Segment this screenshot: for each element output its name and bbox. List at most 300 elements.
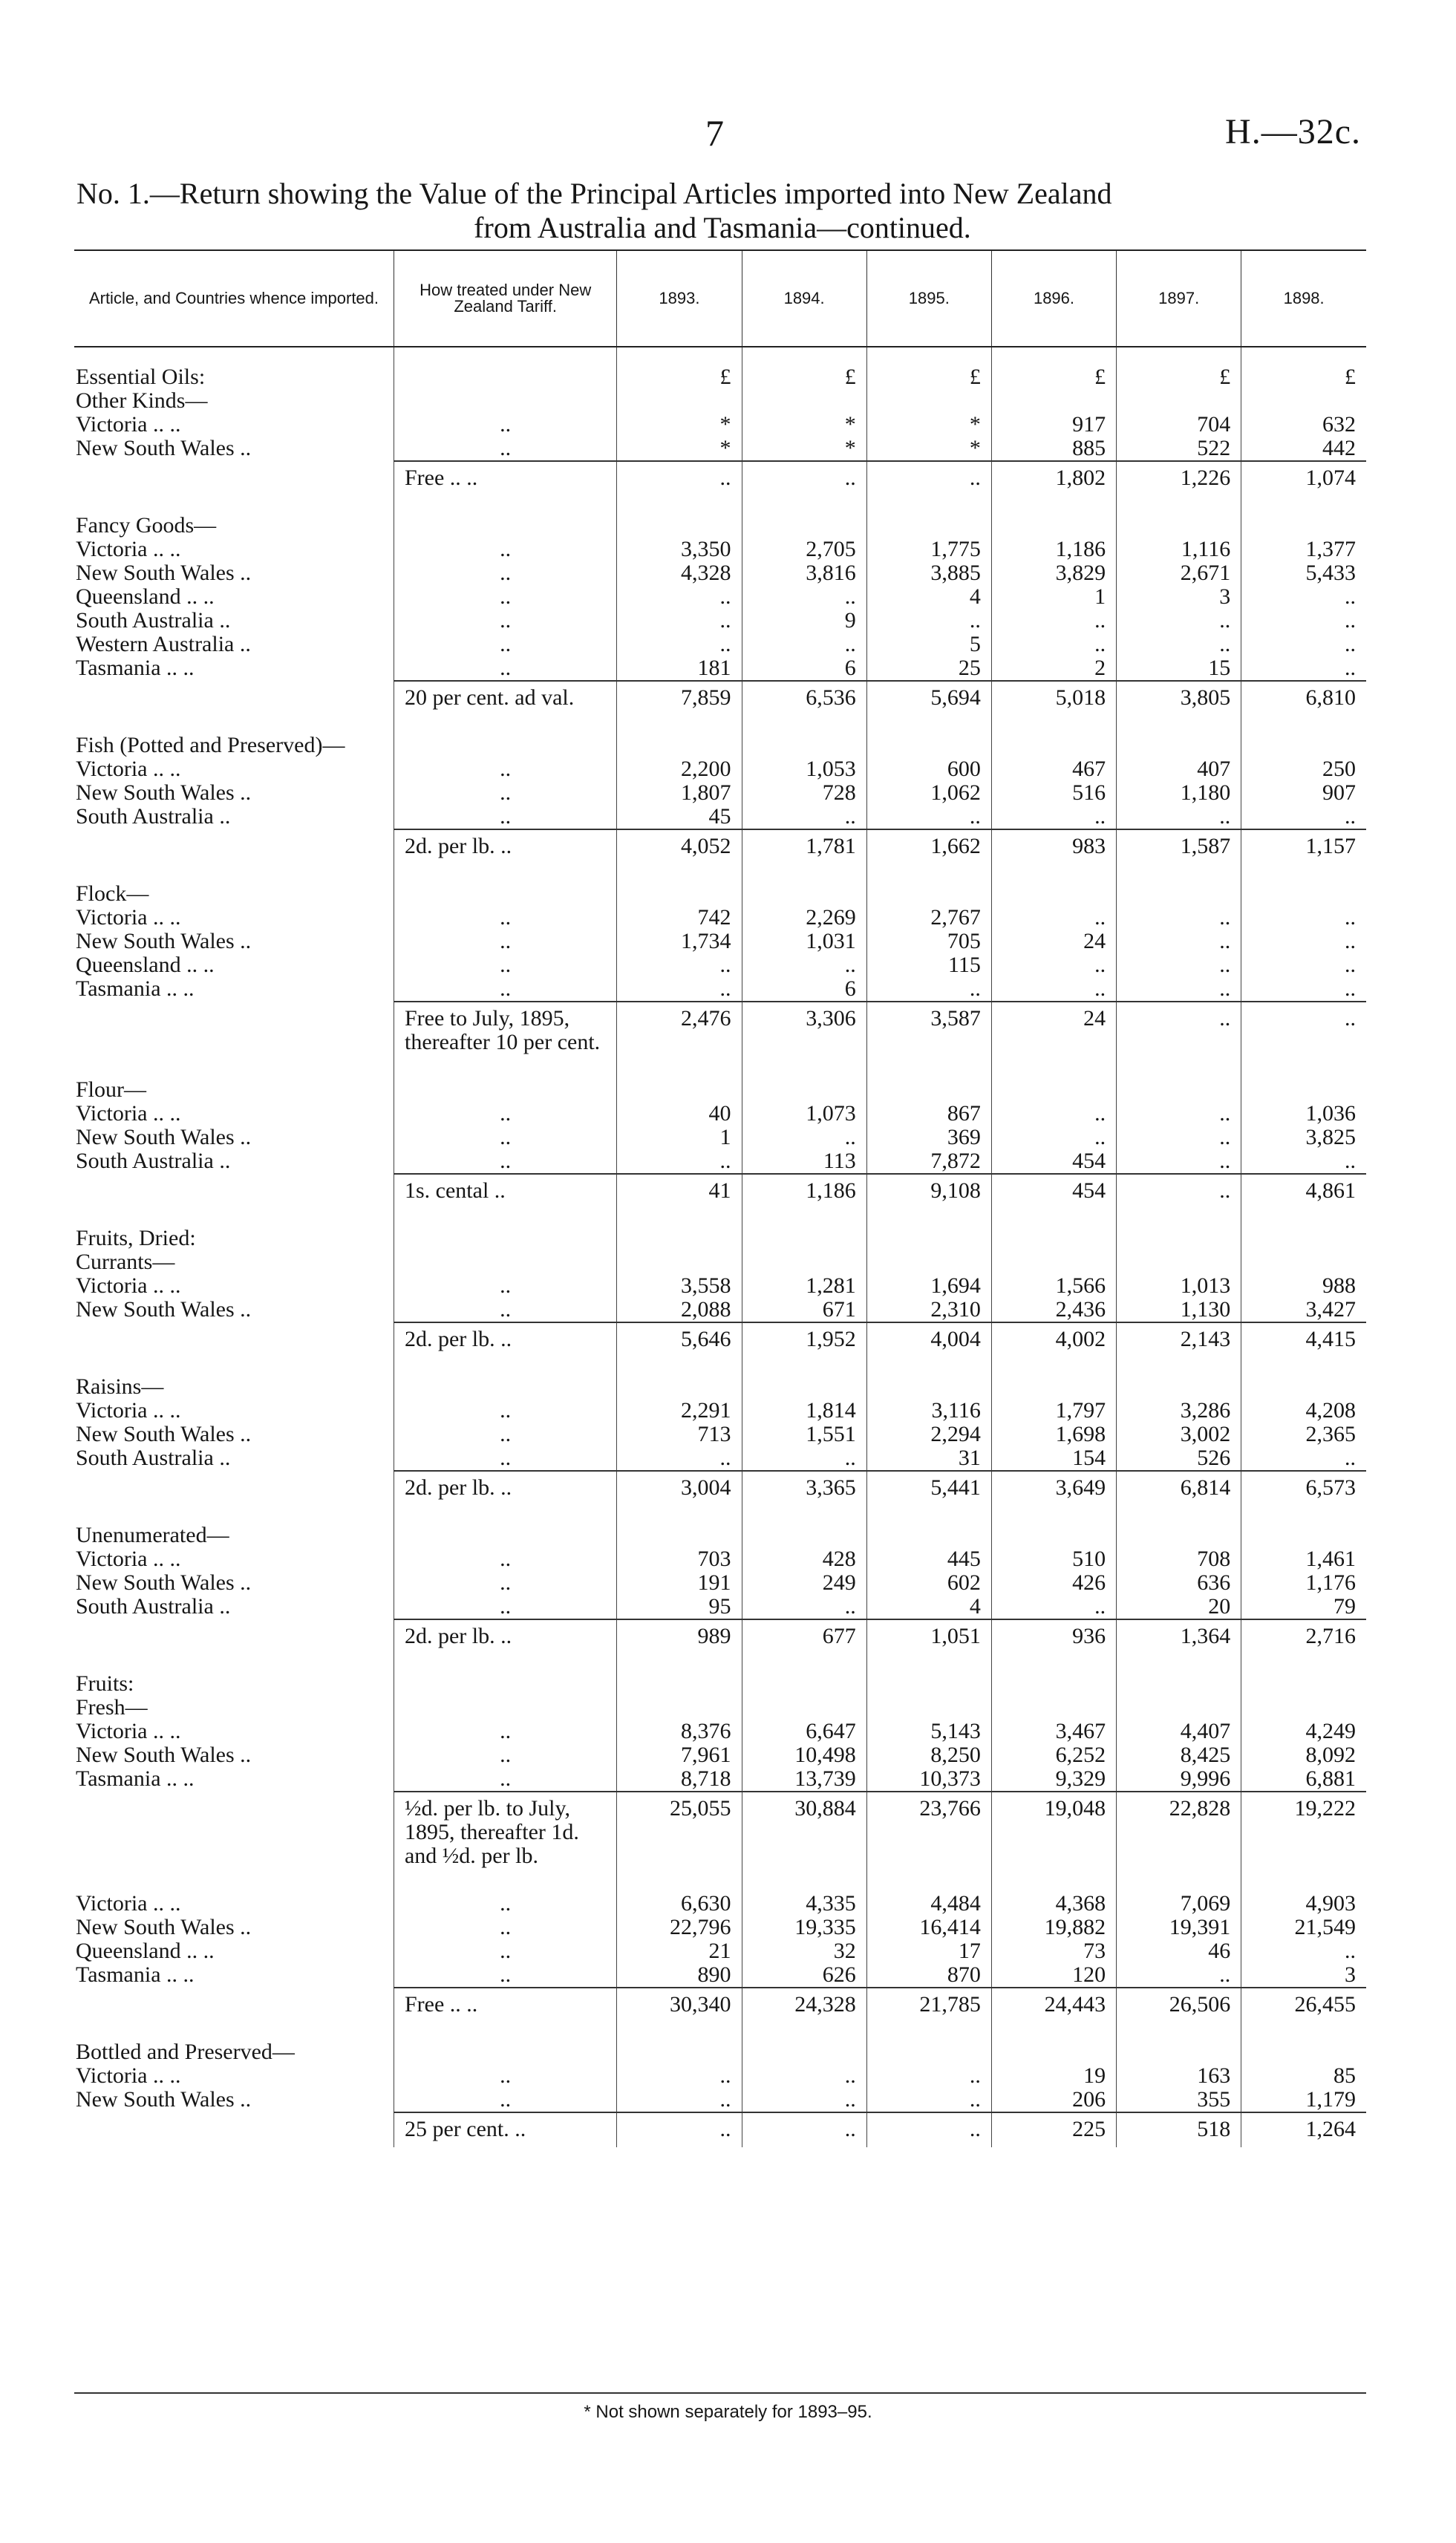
- article-cell: Fish (Potted and Preserved)—: [76, 733, 345, 757]
- value-cell: [742, 1078, 866, 1102]
- value-cell: [742, 2040, 866, 2064]
- value-cell: [991, 389, 1116, 413]
- article-cell: Fresh—: [76, 1695, 148, 1720]
- value-cell: [866, 882, 991, 906]
- value-cell: [742, 1250, 866, 1274]
- tariff-cell: [394, 1524, 616, 1547]
- tariff-cell: ..: [394, 633, 616, 656]
- article-cell: Flock—: [76, 881, 149, 906]
- value-cell: 19,335: [742, 1916, 866, 1939]
- value-cell: £: [1241, 365, 1366, 389]
- table-row: [74, 656, 1366, 681]
- value-cell: ..: [991, 906, 1116, 930]
- value-cell: 4,903: [1241, 1892, 1366, 1916]
- subtotal-row: [74, 1322, 1366, 1357]
- value-cell: £: [742, 365, 866, 389]
- spacer-cell: [394, 716, 616, 734]
- value-cell: 6,881: [1241, 1767, 1366, 1792]
- table-row: [74, 2040, 1366, 2064]
- header-tariff: How treated under New Zealand Tariff.: [394, 250, 616, 347]
- table-row: [74, 882, 1366, 906]
- subtotal-row: [74, 1792, 1366, 1874]
- value-cell: £: [991, 365, 1116, 389]
- table-row: [74, 561, 1366, 585]
- article-cell: South Australia ..: [76, 1594, 231, 1619]
- value-cell: [1117, 1696, 1241, 1720]
- value-cell: [1241, 1375, 1366, 1399]
- article-cell: South Australia ..: [76, 1446, 231, 1470]
- value-cell: 115: [866, 953, 991, 977]
- value-cell: 917: [991, 413, 1116, 437]
- tariff-cell: ..: [394, 585, 616, 609]
- spacer-cell: [1117, 1506, 1241, 1524]
- tariff-cell: [394, 882, 616, 906]
- value-cell: ..: [866, 977, 991, 1002]
- spacer-cell: [742, 347, 866, 365]
- spacer-cell: [866, 716, 991, 734]
- spacer-cell: [1241, 716, 1366, 734]
- value-cell: ..: [866, 2064, 991, 2088]
- spacer-cell: [617, 1506, 742, 1524]
- value-cell: 4,208: [1241, 1399, 1366, 1423]
- value-cell: [991, 1672, 1116, 1696]
- spacer-cell: [866, 1357, 991, 1375]
- value-cell: ..: [991, 1126, 1116, 1149]
- tariff-cell: ..: [394, 757, 616, 781]
- value-cell: 2,365: [1241, 1423, 1366, 1446]
- spacer-cell: [1241, 1874, 1366, 1892]
- value-cell: 2,200: [617, 757, 742, 781]
- value-cell: ..: [1241, 977, 1366, 1002]
- value-cell: [991, 1375, 1116, 1399]
- value-cell: [991, 1524, 1116, 1547]
- spacer-cell: [991, 864, 1116, 882]
- value-cell: [866, 734, 991, 757]
- value-cell: ..: [866, 461, 991, 496]
- article-cell: [74, 1988, 394, 2023]
- spacer-cell: [991, 1506, 1116, 1524]
- table-row: [74, 609, 1366, 633]
- article-cell: Tasmania .. ..: [76, 976, 195, 1001]
- value-cell: 1,698: [991, 1423, 1116, 1446]
- value-cell: 41: [617, 1174, 742, 1209]
- value-cell: 2,671: [1117, 561, 1241, 585]
- footnote-rule: [74, 2392, 1366, 2394]
- article-cell: Queensland .. ..: [76, 953, 215, 977]
- table-row: [74, 1078, 1366, 1102]
- value-cell: [991, 734, 1116, 757]
- article-cell: Victoria .. ..: [76, 905, 181, 930]
- value-cell: 26,506: [1117, 1988, 1241, 2023]
- value-cell: *: [742, 413, 866, 437]
- tariff-cell: [394, 365, 616, 389]
- value-cell: 5: [866, 633, 991, 656]
- value-cell: [1117, 734, 1241, 757]
- value-cell: 6,647: [742, 1720, 866, 1743]
- tariff-cell: 2d. per lb. ..: [394, 1619, 616, 1654]
- value-cell: 4,052: [617, 829, 742, 864]
- tariff-cell: Free .. ..: [394, 461, 616, 496]
- value-cell: 4: [866, 1595, 991, 1619]
- tariff-cell: 2d. per lb. ..: [394, 829, 616, 864]
- value-cell: ..: [1241, 633, 1366, 656]
- value-cell: ..: [617, 609, 742, 633]
- table-row: [74, 437, 1366, 461]
- value-cell: 1: [617, 1126, 742, 1149]
- spacer-row: [74, 347, 1366, 365]
- article-cell: Flour—: [76, 1077, 147, 1102]
- table-row: [74, 805, 1366, 829]
- value-cell: 24: [991, 1002, 1116, 1060]
- value-cell: 671: [742, 1298, 866, 1322]
- page-header: [0, 0, 1456, 154]
- value-cell: 3,816: [742, 561, 866, 585]
- value-cell: [991, 1250, 1116, 1274]
- tariff-cell: 2d. per lb. ..: [394, 1471, 616, 1506]
- article-cell: Raisins—: [76, 1374, 164, 1399]
- value-cell: ..: [866, 2088, 991, 2112]
- value-cell: ..: [991, 805, 1116, 829]
- value-cell: 3,002: [1117, 1423, 1241, 1446]
- tariff-cell: [394, 1227, 616, 1250]
- value-cell: 6,814: [1117, 1471, 1241, 1506]
- value-cell: 4,407: [1117, 1720, 1241, 1743]
- value-cell: 6,573: [1241, 1471, 1366, 1506]
- article-cell: New South Wales ..: [76, 780, 252, 805]
- spacer-cell: [866, 347, 991, 365]
- spacer-cell: [394, 1209, 616, 1227]
- value-cell: [991, 514, 1116, 538]
- spacer-cell: [866, 1874, 991, 1892]
- value-cell: 120: [991, 1963, 1116, 1988]
- value-cell: 2,476: [617, 1002, 742, 1060]
- table-row: [74, 1375, 1366, 1399]
- value-cell: 907: [1241, 781, 1366, 805]
- value-cell: 636: [1117, 1571, 1241, 1595]
- value-cell: ..: [1117, 633, 1241, 656]
- value-cell: 1,116: [1117, 538, 1241, 561]
- table-row: [74, 906, 1366, 930]
- value-cell: 445: [866, 1547, 991, 1571]
- tariff-cell: ..: [394, 977, 616, 1002]
- article-cell: Victoria .. ..: [76, 1101, 181, 1126]
- article-cell: Victoria .. ..: [76, 1547, 181, 1571]
- article-cell: Victoria .. ..: [76, 537, 181, 561]
- header-article: Article, and Countries whence imported.: [74, 250, 394, 347]
- value-cell: 19: [991, 2064, 1116, 2088]
- value-cell: ..: [617, 2064, 742, 2088]
- article-cell: New South Wales ..: [76, 436, 252, 460]
- spacer-cell: [742, 864, 866, 882]
- value-cell: ..: [866, 609, 991, 633]
- spacer-cell: [617, 2023, 742, 2040]
- value-cell: 454: [991, 1174, 1116, 1209]
- value-cell: 2,269: [742, 906, 866, 930]
- article-cell: Western Australia ..: [76, 632, 251, 656]
- article-cell: South Australia ..: [76, 608, 231, 633]
- value-cell: 1,053: [742, 757, 866, 781]
- value-cell: 3: [1117, 585, 1241, 609]
- article-cell: Tasmania .. ..: [76, 656, 195, 680]
- value-cell: ..: [866, 2112, 991, 2147]
- value-cell: 2,716: [1241, 1619, 1366, 1654]
- tariff-cell: ..: [394, 906, 616, 930]
- value-cell: ..: [1241, 1939, 1366, 1963]
- value-cell: [1117, 2040, 1241, 2064]
- value-cell: [1117, 1227, 1241, 1250]
- article-cell: [74, 1619, 394, 1654]
- value-cell: 154: [991, 1446, 1116, 1471]
- spacer-cell: [74, 1060, 394, 1078]
- tariff-cell: ..: [394, 1892, 616, 1916]
- value-cell: 5,433: [1241, 561, 1366, 585]
- value-cell: 7,069: [1117, 1892, 1241, 1916]
- table-row: [74, 1743, 1366, 1767]
- table-row: [74, 1399, 1366, 1423]
- value-cell: 3,306: [742, 1002, 866, 1060]
- value-cell: [866, 1672, 991, 1696]
- value-cell: ..: [1117, 930, 1241, 953]
- value-cell: 9,329: [991, 1767, 1116, 1792]
- value-cell: ..: [1241, 906, 1366, 930]
- value-cell: [617, 389, 742, 413]
- spacer-cell: [1241, 1506, 1366, 1524]
- value-cell: 250: [1241, 757, 1366, 781]
- tariff-cell: ..: [394, 413, 616, 437]
- article-cell: [74, 1174, 394, 1209]
- value-cell: [742, 734, 866, 757]
- value-cell: 428: [742, 1547, 866, 1571]
- header-1893: 1893.: [617, 250, 742, 347]
- value-cell: 467: [991, 757, 1116, 781]
- value-cell: [617, 1250, 742, 1274]
- article-cell: Victoria .. ..: [76, 757, 181, 781]
- spacer-cell: [742, 1357, 866, 1375]
- value-cell: [1117, 1375, 1241, 1399]
- imports-table: [74, 249, 1366, 2147]
- value-cell: 6,252: [991, 1743, 1116, 1767]
- value-cell: [617, 1524, 742, 1547]
- value-cell: ..: [1241, 953, 1366, 977]
- value-cell: ..: [1117, 1963, 1241, 1988]
- value-cell: 32: [742, 1939, 866, 1963]
- value-cell: 1,186: [742, 1174, 866, 1209]
- table-row: [74, 1274, 1366, 1298]
- table-row: [74, 1892, 1366, 1916]
- value-cell: [617, 1696, 742, 1720]
- table-row: [74, 757, 1366, 781]
- value-cell: ..: [991, 633, 1116, 656]
- value-cell: 369: [866, 1126, 991, 1149]
- tariff-cell: ..: [394, 538, 616, 561]
- spacer-cell: [74, 496, 394, 514]
- spacer-cell: [866, 1506, 991, 1524]
- value-cell: [1241, 1227, 1366, 1250]
- value-cell: 3,825: [1241, 1126, 1366, 1149]
- value-cell: 15: [1117, 656, 1241, 681]
- value-cell: 936: [991, 1619, 1116, 1654]
- value-cell: 355: [1117, 2088, 1241, 2112]
- article-cell: New South Wales ..: [76, 561, 252, 585]
- spacer-cell: [617, 496, 742, 514]
- value-cell: 890: [617, 1963, 742, 1988]
- header-1897: 1897.: [1117, 250, 1241, 347]
- value-cell: 25: [866, 656, 991, 681]
- spacer-cell: [742, 1874, 866, 1892]
- tariff-cell: [394, 1375, 616, 1399]
- value-cell: 225: [991, 2112, 1116, 2147]
- value-cell: ..: [742, 2112, 866, 2147]
- tariff-cell: ..: [394, 781, 616, 805]
- tariff-cell: 2d. per lb. ..: [394, 1322, 616, 1357]
- value-cell: 4,484: [866, 1892, 991, 1916]
- spacer-cell: [617, 716, 742, 734]
- article-cell: Unenumerated—: [76, 1523, 229, 1547]
- article-cell: New South Wales ..: [76, 1125, 252, 1149]
- tariff-cell: ..: [394, 561, 616, 585]
- spacer-cell: [394, 1357, 616, 1375]
- tariff-cell: ..: [394, 1547, 616, 1571]
- value-cell: ..: [742, 461, 866, 496]
- value-cell: 3,350: [617, 538, 742, 561]
- value-cell: 5,441: [866, 1471, 991, 1506]
- value-cell: *: [617, 413, 742, 437]
- article-cell: New South Wales ..: [76, 929, 252, 953]
- value-cell: 17: [866, 1939, 991, 1963]
- table-row: [74, 1767, 1366, 1792]
- spacer-cell: [1241, 2023, 1366, 2040]
- table-row: [74, 365, 1366, 389]
- value-cell: [866, 1250, 991, 1274]
- article-cell: [74, 681, 394, 716]
- value-cell: 1,814: [742, 1399, 866, 1423]
- value-cell: 632: [1241, 413, 1366, 437]
- table-row: [74, 1571, 1366, 1595]
- value-cell: ..: [742, 585, 866, 609]
- spacer-cell: [74, 1209, 394, 1227]
- value-cell: £: [1117, 365, 1241, 389]
- value-cell: [866, 1696, 991, 1720]
- spacer-cell: [394, 1654, 616, 1672]
- value-cell: ..: [617, 953, 742, 977]
- value-cell: 30,884: [742, 1792, 866, 1874]
- table-row: [74, 1963, 1366, 1988]
- table-row: [74, 930, 1366, 953]
- value-cell: 4,004: [866, 1322, 991, 1357]
- spacer-cell: [74, 1874, 394, 1892]
- value-cell: 3: [1241, 1963, 1366, 1988]
- value-cell: ..: [991, 609, 1116, 633]
- value-cell: 10,498: [742, 1743, 866, 1767]
- tariff-cell: ..: [394, 1571, 616, 1595]
- value-cell: 3,116: [866, 1399, 991, 1423]
- value-cell: [1241, 882, 1366, 906]
- table-row: [74, 953, 1366, 977]
- value-cell: [1117, 1250, 1241, 1274]
- value-cell: [742, 1227, 866, 1250]
- value-cell: 1,051: [866, 1619, 991, 1654]
- value-cell: 22,796: [617, 1916, 742, 1939]
- table-row: [74, 1939, 1366, 1963]
- article-cell: [74, 2112, 394, 2147]
- value-cell: [1117, 1672, 1241, 1696]
- value-cell: 1,031: [742, 930, 866, 953]
- value-cell: 426: [991, 1571, 1116, 1595]
- spacer-cell: [866, 1654, 991, 1672]
- value-cell: ..: [991, 953, 1116, 977]
- tariff-cell: ..: [394, 437, 616, 461]
- value-cell: 249: [742, 1571, 866, 1595]
- article-cell: Fruits:: [76, 1671, 134, 1696]
- value-cell: 181: [617, 656, 742, 681]
- spacer-cell: [394, 864, 616, 882]
- value-cell: 5,018: [991, 681, 1116, 716]
- value-cell: ..: [1117, 906, 1241, 930]
- value-cell: [1241, 1250, 1366, 1274]
- spacer-cell: [1117, 347, 1241, 365]
- article-cell: [74, 461, 394, 496]
- value-cell: 1,734: [617, 930, 742, 953]
- spacer-cell: [1241, 1060, 1366, 1078]
- value-cell: [866, 514, 991, 538]
- article-cell: Tasmania .. ..: [76, 1766, 195, 1791]
- page-reference: H.—32c.: [1225, 112, 1361, 151]
- value-cell: 24,328: [742, 1988, 866, 2023]
- tariff-cell: ..: [394, 805, 616, 829]
- value-cell: [866, 1227, 991, 1250]
- spacer-cell: [1117, 1357, 1241, 1375]
- value-cell: 25,055: [617, 1792, 742, 1874]
- table-row: [74, 1916, 1366, 1939]
- tariff-cell: ..: [394, 1963, 616, 1988]
- value-cell: 19,222: [1241, 1792, 1366, 1874]
- spacer-cell: [866, 2023, 991, 2040]
- value-cell: 23,766: [866, 1792, 991, 1874]
- spacer-cell: [1117, 496, 1241, 514]
- value-cell: 2,705: [742, 538, 866, 561]
- tariff-cell: 1s. cental ..: [394, 1174, 616, 1209]
- tariff-cell: [394, 1250, 616, 1274]
- value-cell: ..: [617, 585, 742, 609]
- value-cell: 1,461: [1241, 1547, 1366, 1571]
- value-cell: ..: [742, 633, 866, 656]
- value-cell: [742, 514, 866, 538]
- spacer-cell: [742, 2023, 866, 2040]
- value-cell: 1,281: [742, 1274, 866, 1298]
- value-cell: ..: [1117, 1149, 1241, 1174]
- value-cell: 4,861: [1241, 1174, 1366, 1209]
- spacer-cell: [394, 1060, 616, 1078]
- value-cell: [991, 882, 1116, 906]
- value-cell: ..: [1117, 977, 1241, 1002]
- spacer-row: [74, 864, 1366, 882]
- subtotal-row: [74, 1002, 1366, 1060]
- value-cell: ..: [1117, 1102, 1241, 1126]
- table-row: [74, 1446, 1366, 1471]
- spacer-cell: [617, 1209, 742, 1227]
- value-cell: 1,186: [991, 538, 1116, 561]
- value-cell: 454: [991, 1149, 1116, 1174]
- table-row: [74, 514, 1366, 538]
- value-cell: ..: [617, 977, 742, 1002]
- tariff-cell: 20 per cent. ad val.: [394, 681, 616, 716]
- value-cell: 526: [1117, 1446, 1241, 1471]
- value-cell: [617, 882, 742, 906]
- value-cell: [617, 734, 742, 757]
- value-cell: 2,310: [866, 1298, 991, 1322]
- article-cell: Victoria .. ..: [76, 2063, 181, 2088]
- value-cell: 704: [1117, 413, 1241, 437]
